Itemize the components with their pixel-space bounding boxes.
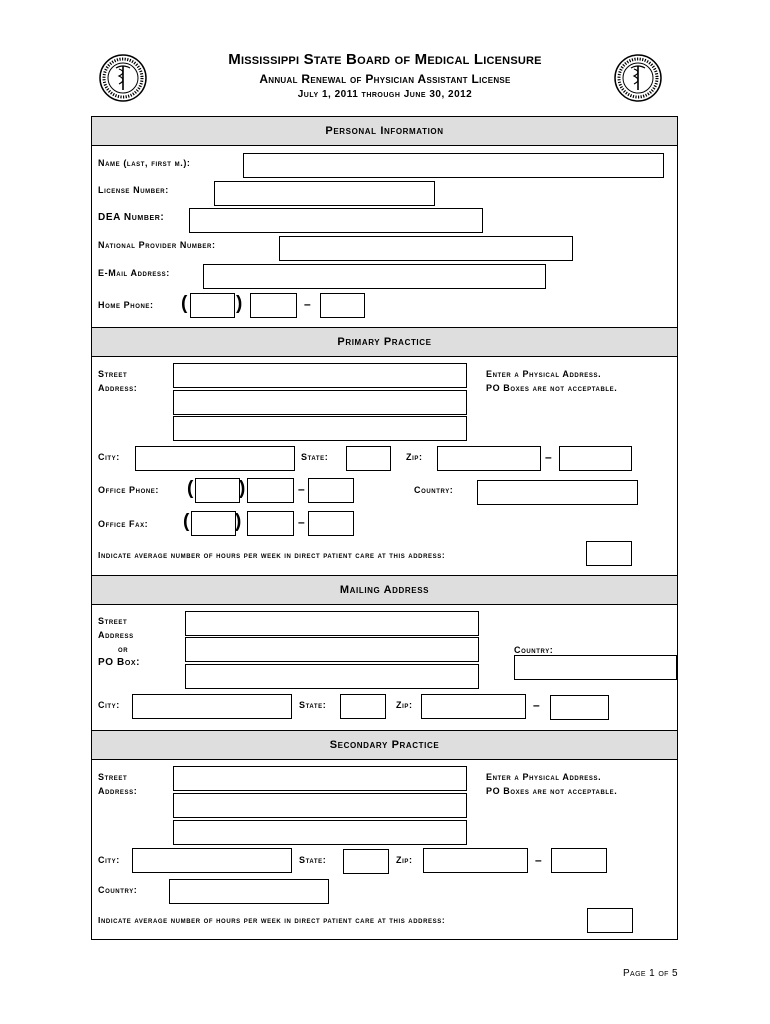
primary-note-po-box: PO Boxes are not acceptable. — [486, 383, 618, 393]
secondary-street-input-3[interactable] — [173, 820, 467, 845]
mailing-street-input-3[interactable] — [185, 664, 479, 689]
license-period: July 1, 2011 through June 30, 2012 — [297, 89, 473, 100]
office-phone-close-paren: ) — [239, 478, 246, 499]
secondary-street-input-2[interactable] — [173, 793, 467, 818]
secondary-zip-label: Zip: — [396, 855, 413, 865]
office-fax-open-paren: ( — [183, 511, 190, 532]
secondary-hours-label: Indicate average number of hours per week in direct patient care at this address: — [98, 915, 446, 925]
office-fax-line-input[interactable] — [308, 511, 354, 536]
primary-state-label: State: — [301, 452, 329, 462]
primary-country-label: Country: — [414, 485, 454, 495]
office-fax-prefix-input[interactable] — [247, 511, 294, 536]
mailing-zip-input[interactable] — [421, 694, 526, 719]
secondary-hours-input[interactable] — [587, 908, 633, 933]
org-title: Mississippi State Board of Medical Licensure — [228, 51, 542, 68]
primary-hours-input[interactable] — [586, 541, 632, 566]
primary-zip-dash: – — [545, 450, 552, 464]
mailing-street-input-2[interactable] — [185, 637, 479, 662]
primary-zip-ext-input[interactable] — [559, 446, 632, 471]
secondary-state-input[interactable] — [343, 849, 389, 874]
office-phone-dash: – — [298, 482, 305, 496]
npi-label: National Provider Number: — [98, 240, 216, 250]
license-number-input[interactable] — [214, 181, 435, 206]
office-fax-label: Office Fax: — [98, 519, 149, 529]
mailing-state-label: State: — [299, 700, 327, 710]
mailing-city-label: City: — [98, 700, 120, 710]
secondary-country-input[interactable] — [169, 879, 329, 904]
secondary-practice-heading: Secondary Practice — [92, 730, 677, 760]
primary-street-input-2[interactable] — [173, 390, 467, 415]
npi-input[interactable] — [279, 236, 573, 261]
primary-zip-input[interactable] — [437, 446, 541, 471]
primary-hours-label: Indicate average number of hours per week in direct patient care at this address: — [98, 550, 446, 560]
primary-street-input-3[interactable] — [173, 416, 467, 441]
secondary-city-label: City: — [98, 855, 120, 865]
mailing-street-input-1[interactable] — [185, 611, 479, 636]
secondary-zip-dash: – — [535, 853, 542, 867]
secondary-country-label: Country: — [98, 885, 138, 895]
secondary-state-label: State: — [299, 855, 327, 865]
primary-street-label: Street — [98, 369, 128, 379]
office-phone-line-input[interactable] — [308, 478, 354, 503]
secondary-street-input-1[interactable] — [173, 766, 467, 791]
mailing-country-label: Country: — [514, 645, 554, 655]
office-fax-close-paren: ) — [235, 511, 242, 532]
mailing-country-input[interactable] — [514, 655, 677, 680]
mailing-zip-dash: – — [533, 698, 540, 712]
mailing-zip-label: Zip: — [396, 700, 413, 710]
primary-practice-heading: Primary Practice — [92, 327, 677, 357]
personal-info-heading: Personal Information — [92, 116, 677, 146]
email-input[interactable] — [203, 264, 546, 289]
office-phone-area-code-input[interactable] — [195, 478, 240, 503]
secondary-note-po-box: PO Boxes are not acceptable. — [486, 786, 618, 796]
primary-address-label: Address: — [98, 383, 138, 393]
dea-number-label: DEA Number: — [98, 212, 165, 223]
home-phone-open-paren: ( — [181, 293, 188, 314]
mailing-address-heading: Mailing Address — [92, 575, 677, 605]
home-phone-dash: – — [304, 297, 311, 311]
mailing-or-label: or — [118, 644, 129, 654]
mailing-po-box-label: PO Box: — [98, 657, 141, 668]
name-input[interactable] — [243, 153, 664, 178]
primary-city-input[interactable] — [135, 446, 295, 471]
mailing-zip-ext-input[interactable] — [550, 695, 609, 720]
office-fax-dash: – — [298, 515, 305, 529]
office-phone-open-paren: ( — [187, 478, 194, 499]
home-phone-prefix-input[interactable] — [250, 293, 297, 318]
secondary-city-input[interactable] — [132, 848, 292, 873]
office-phone-label: Office Phone: — [98, 485, 159, 495]
primary-street-input-1[interactable] — [173, 363, 467, 388]
mailing-state-input[interactable] — [340, 694, 386, 719]
secondary-zip-input[interactable] — [423, 848, 528, 873]
home-phone-line-input[interactable] — [320, 293, 365, 318]
home-phone-area-code-input[interactable] — [190, 293, 235, 318]
home-phone-label: Home Phone: — [98, 300, 154, 310]
email-label: E-Mail Address: — [98, 268, 170, 278]
home-phone-close-paren: ) — [236, 293, 243, 314]
mailing-address-label: Address — [98, 630, 134, 640]
mailing-city-input[interactable] — [132, 694, 292, 719]
primary-note-physical: Enter a Physical Address. — [486, 369, 602, 379]
primary-state-input[interactable] — [346, 446, 391, 471]
primary-country-input[interactable] — [477, 480, 638, 505]
primary-zip-label: Zip: — [406, 452, 423, 462]
primary-city-label: City: — [98, 452, 120, 462]
license-number-label: License Number: — [98, 185, 169, 195]
secondary-note-physical: Enter a Physical Address. — [486, 772, 602, 782]
page-number: Page 1 of 5 — [622, 968, 678, 979]
secondary-zip-ext-input[interactable] — [551, 848, 607, 873]
office-phone-prefix-input[interactable] — [247, 478, 294, 503]
mailing-street-label: Street — [98, 616, 128, 626]
form-title: Annual Renewal of Physician Assistant License — [259, 72, 511, 86]
secondary-street-label: Street — [98, 772, 128, 782]
dea-number-input[interactable] — [189, 208, 483, 233]
secondary-address-label: Address: — [98, 786, 138, 796]
name-label: Name (last, first m.): — [98, 158, 191, 168]
office-fax-area-code-input[interactable] — [191, 511, 236, 536]
